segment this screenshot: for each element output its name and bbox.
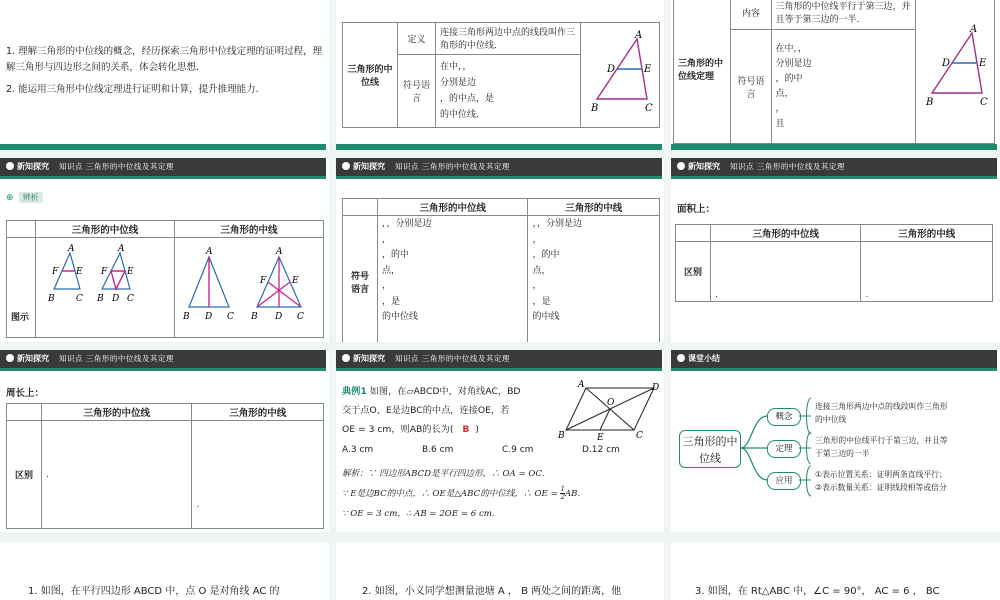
sym-line: 在中，， [775, 43, 808, 54]
col-header: 三角形的中线 [861, 225, 993, 242]
concept-text [815, 400, 995, 426]
theorem-line: 于第三边的一半 [815, 449, 870, 458]
slide-compare-area[interactable] [671, 158, 997, 342]
col-header: 三角形的中位线 [42, 404, 192, 421]
fraction-denominator: 2 [560, 493, 565, 501]
objective-1: 1. 理解三角形的中位线的概念，经历探索三角形中位线定理的证明过程，理解三角形与四边形之间的关系，体会转化思想． [6, 46, 323, 73]
row-label: 区别 [7, 421, 42, 529]
rocket-icon [6, 354, 14, 362]
content-text: 三角形的中位线平行于第三边，并且等于第三边的一半． [771, 0, 915, 30]
label-d: D [606, 63, 615, 75]
content-label: 内容 [731, 0, 771, 30]
sym-line: ，的中 [532, 250, 560, 260]
def-text: 连接三角形两边中点的线段叫作三角形的中位线． [435, 23, 580, 55]
midline-figures [40, 239, 170, 309]
connector-3 [741, 448, 767, 480]
sym-line: ，是 [532, 296, 551, 307]
slide-footer [671, 144, 997, 150]
label-e: E [643, 63, 652, 75]
definition-table [342, 22, 660, 128]
logo [677, 350, 720, 368]
parallelogram-figure [556, 378, 660, 442]
label-d: D [112, 294, 120, 304]
sym-line: 的中位线 [382, 312, 419, 322]
median-figures [179, 239, 319, 324]
solution [342, 464, 660, 524]
node-application: 应用 [767, 472, 801, 490]
answer-cell[interactable]: . [192, 421, 324, 529]
triangle-figure [585, 29, 655, 119]
theorem-text [815, 434, 995, 460]
node-theorem: 定理 [767, 440, 801, 458]
label-e: E [127, 267, 134, 277]
rocket-icon [342, 354, 350, 362]
options-row [342, 445, 652, 455]
logo [6, 350, 49, 368]
blank-cell [7, 221, 36, 238]
bookmark-icon [677, 354, 685, 362]
option-c[interactable]: C.9 cm [502, 445, 534, 455]
col-header: 三角形的中线 [192, 404, 324, 421]
gutter [329, 0, 336, 600]
sym-line: ，的中 [382, 250, 410, 260]
concept-line: 连接三角形两边中点的线段叫作三角形 [815, 402, 948, 411]
label-b: B [925, 96, 934, 108]
col-header: 三角形的中线 [175, 221, 324, 238]
slide-header [671, 350, 997, 368]
answer-choice: B [462, 424, 470, 435]
row-label: 图示 [7, 238, 36, 338]
label-b: B [590, 102, 599, 114]
blank-cell [676, 225, 711, 242]
fig-median-cell [175, 238, 324, 338]
connector-1 [741, 416, 767, 448]
rocket-icon [6, 162, 14, 170]
example-label: 典例1 [342, 386, 367, 397]
search-icon: ⊕ [6, 193, 14, 203]
row-label: 三角形的中位线定理 [674, 0, 731, 144]
row-label: 区别 [676, 242, 711, 302]
label-c: C [76, 294, 83, 304]
median-symbol-cell [528, 216, 660, 343]
exercise-question: 3. 如图，在 Rt△ABC 中，∠C = 90°， AC = 6 ， BC [695, 586, 940, 597]
compare-table [342, 198, 660, 342]
col-header: 三角形的中位线 [36, 221, 175, 238]
slide-summary[interactable] [671, 350, 997, 532]
header-subtitle: 知识点 三角形的中位线及其定理 [395, 354, 510, 363]
section-heading: 周长上： [6, 388, 45, 399]
question-line: 如图，在▱ABCD中，对角线AC，BD [369, 386, 521, 397]
application-line: ②表示数量关系：证明线段相等或倍分 [815, 483, 947, 492]
slide-compare-perimeter[interactable] [0, 350, 326, 532]
slide-exercise-3[interactable] [671, 542, 997, 600]
label-e: E [292, 276, 299, 286]
summary-title: 课堂小结 [688, 354, 720, 363]
row-label: 三角形的中位线 [343, 23, 398, 128]
header-subtitle: 知识点 三角形的中位线及其定理 [59, 162, 174, 171]
label-f: F [52, 267, 59, 277]
sym-line: 分别是边 [439, 77, 476, 88]
label-c: C [636, 431, 643, 441]
figure-cell [915, 0, 994, 144]
label-a: A [206, 247, 213, 257]
midline-symbol-cell [378, 216, 528, 343]
sym-line: ，，分别是边 [382, 219, 432, 229]
sym-line: ， [382, 234, 392, 245]
rocket-icon [342, 162, 350, 170]
gutter [0, 532, 1000, 542]
sym-text [435, 54, 580, 127]
col-header: 三角形的中位线 [378, 199, 528, 216]
col-header: 三角形的中位线 [711, 225, 861, 242]
label-e: E [76, 267, 83, 277]
logo-text: 新知探究 [353, 162, 385, 171]
slide-objectives[interactable] [0, 0, 326, 150]
brace-3 [807, 466, 812, 496]
sym-line: ，的中点，是 [439, 93, 494, 104]
summary-center-node: 三角形的中位线 [679, 430, 741, 468]
gutter [0, 342, 1000, 350]
header-accent [336, 368, 662, 371]
question-line: OE = 3 cm，则AB的长为( [342, 424, 454, 435]
blank-cell [7, 404, 42, 421]
solution-line: ∵ OE = 3 cm，∴ AB = 2OE = 6 cm. [342, 509, 495, 519]
label-c: C [644, 102, 653, 114]
label-a: A [118, 244, 125, 254]
label-a: A [578, 380, 585, 390]
sym-line: 在中，， [439, 61, 472, 72]
col-header: 三角形的中线 [528, 199, 660, 216]
slide-compare-symbol[interactable] [336, 158, 662, 342]
def-label: 定义 [398, 23, 436, 55]
solution-line: AB. [564, 489, 581, 499]
label-c: C [227, 312, 234, 322]
label-b: B [97, 294, 104, 304]
objective-2: 2. 能运用三角形中位线定理进行证明和计算，提升推理能力． [6, 84, 266, 95]
sym-line: 点， [382, 265, 401, 276]
rocket-icon [677, 162, 685, 170]
sym-label: 符号语言 [398, 54, 436, 127]
label-d: D [652, 383, 660, 393]
header-subtitle: 知识点 三角形的中位线及其定理 [730, 162, 845, 171]
application-text [815, 468, 995, 494]
node-concept: 概念 [767, 408, 801, 426]
slide-compare-figure[interactable] [0, 158, 326, 342]
slide-header [0, 350, 326, 368]
label-f: F [101, 267, 108, 277]
compare-table [6, 403, 324, 529]
compare-table [6, 220, 324, 338]
logo [342, 350, 385, 368]
label-e: E [597, 433, 604, 442]
slide-example[interactable] [336, 350, 662, 532]
figure-cell [580, 23, 659, 128]
example-question [342, 382, 556, 439]
label-f: F [260, 276, 267, 286]
logo-text: 新知探究 [17, 354, 49, 363]
label-a: A [276, 247, 283, 257]
label-a: A [634, 29, 643, 41]
slide-theorem[interactable] [671, 0, 997, 150]
sym-line: ，，分别是边 [532, 219, 582, 229]
label-c: C [127, 294, 134, 304]
option-b[interactable]: B.6 cm [422, 445, 454, 455]
sym-line: ， [775, 103, 785, 114]
answer-cell[interactable]: . [711, 242, 861, 302]
label-d: D [275, 312, 283, 322]
logo-text: 新知探究 [688, 162, 720, 171]
label-e: E [978, 57, 987, 69]
application-line: ①表示位置关系：证明两条直线平行； [815, 470, 947, 479]
logo [677, 158, 720, 176]
header-accent [0, 176, 326, 179]
sym-line: ， [532, 281, 542, 291]
header-subtitle: 知识点 三角形的中位线及其定理 [59, 354, 174, 363]
fig-midline-cell [36, 238, 175, 338]
exercise-question: 2. 如图，小义同学想测量池塘 A ， B 两处之间的距离，他 [362, 586, 622, 597]
midline-triangle [111, 271, 125, 289]
option-d[interactable]: D.12 cm [582, 445, 620, 455]
slide-footer [336, 144, 662, 150]
slide-exercise-2[interactable] [336, 542, 662, 600]
label-o: O [607, 398, 615, 408]
label-b: B [48, 294, 55, 304]
label-d: D [205, 312, 213, 322]
segment-oe [600, 409, 610, 430]
sym-label: 符号语言 [731, 30, 771, 144]
sym-line: ， [532, 234, 542, 245]
slide-exercise-1[interactable] [0, 542, 326, 600]
triangle-figure [920, 23, 990, 113]
sym-text [771, 30, 915, 144]
slide-footer [0, 144, 326, 150]
label-b: B [183, 312, 190, 322]
concept-line: 的中位线 [815, 415, 847, 424]
label-b: B [251, 312, 258, 322]
logo-text: 新知探究 [353, 354, 385, 363]
question-line: ) [475, 424, 479, 435]
sym-line: 且 [775, 118, 785, 129]
logo [6, 158, 49, 176]
theorem-line: 三角形的中位线平行于第三边，并且等 [815, 436, 948, 445]
gutter [664, 0, 671, 600]
sym-line: ，是 [382, 296, 401, 307]
label-a: A [969, 23, 978, 35]
header-accent [671, 176, 997, 179]
slide-header [336, 350, 662, 368]
option-a[interactable]: A.3 cm [342, 445, 374, 455]
fraction-numerator: 1 [560, 485, 565, 493]
tag-label: 辨析 [19, 192, 43, 203]
analysis-tag [6, 185, 43, 204]
blank-cell [343, 199, 378, 216]
question-line: 交于点O，E是边BC的中点，连接OE，若 [342, 405, 510, 416]
compare-table [675, 224, 993, 302]
label-a: A [68, 244, 75, 254]
header-accent [0, 368, 326, 371]
header-subtitle: 知识点 三角形的中位线及其定理 [395, 162, 510, 171]
sym-line: 点， [532, 265, 551, 276]
label-d: D [941, 57, 950, 69]
logo [342, 158, 385, 176]
row-label: 符号语言 [343, 216, 378, 343]
slide-header [671, 158, 997, 176]
answer-cell[interactable]: . [42, 421, 192, 529]
sym-line: ，的中 [775, 73, 803, 84]
slide-header [336, 158, 662, 176]
header-accent [336, 176, 662, 179]
section-heading: 面积上： [677, 204, 716, 215]
label-c: C [979, 96, 988, 108]
gutter [0, 150, 1000, 158]
theorem-table [673, 0, 995, 144]
sym-line: ， [382, 281, 392, 291]
answer-cell[interactable]: . [861, 242, 993, 302]
label-b: B [558, 431, 565, 441]
sym-line: 分别是边 [775, 58, 812, 69]
sym-line: 点， [775, 88, 794, 99]
slide-header [0, 158, 326, 176]
logo-text: 新知探究 [17, 162, 49, 171]
slide-definition[interactable] [336, 0, 662, 150]
solution-line: 解析：∵ 四边形ABCD是平行四边形，∴ OA = OC. [342, 469, 545, 479]
sym-line: 的中位线． [439, 109, 485, 120]
label-c: C [297, 312, 304, 322]
solution-line: ∵ E是边BC的中点，∴ OE是△ABC的中位线，∴ OE = [342, 489, 561, 499]
sym-line: 的中线 [532, 312, 560, 322]
header-accent [671, 368, 997, 371]
exercise-question: 1. 如图，在平行四边形 ABCD 中，点 O 是对角线 AC 的 [28, 586, 280, 597]
